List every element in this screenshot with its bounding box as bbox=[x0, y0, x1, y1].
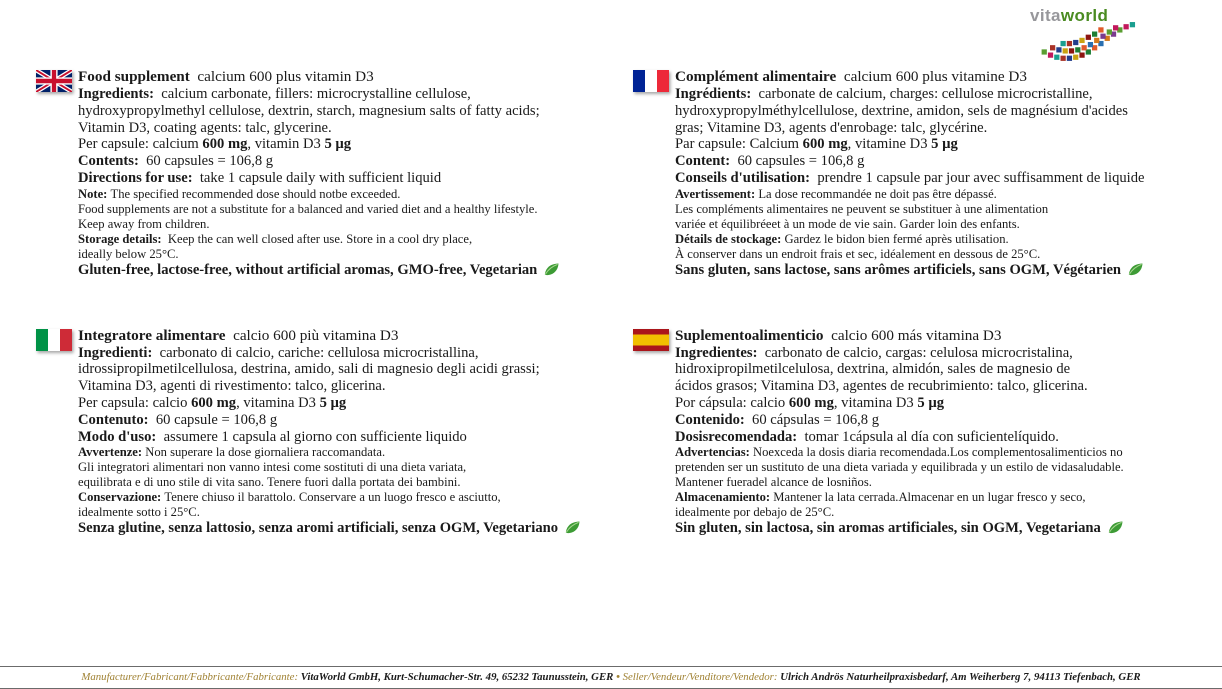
regular-text: Non superare la dose giornaliera raccomandata. bbox=[145, 445, 386, 460]
regular-text: , vitamine D3 bbox=[847, 136, 932, 153]
regular-text: Keep the can well closed after use. Store in a cool dry place, bbox=[167, 231, 473, 246]
bold-text: Conseils d'utilisation: bbox=[675, 169, 818, 186]
label-sections-grid bbox=[36, 68, 1186, 537]
footer-bar bbox=[0, 666, 1222, 689]
regular-text: calcium carbonate, fillers: microcrystalline cellulose, bbox=[161, 86, 471, 102]
storage bbox=[675, 490, 1186, 505]
bold-text: Ingredienti: bbox=[78, 344, 160, 361]
bold-text: Ingredientes: bbox=[675, 344, 765, 361]
note-cont bbox=[78, 460, 589, 475]
storage bbox=[78, 490, 589, 505]
label-section-french bbox=[633, 68, 1186, 279]
bold-text: Avvertenze: bbox=[78, 445, 146, 460]
regular-text: Vitamin D3, coating agents: talc, glycerine. bbox=[78, 119, 332, 136]
ingredients-cont bbox=[675, 120, 1186, 137]
ingredients-cont bbox=[675, 103, 1186, 120]
note-cont bbox=[675, 217, 1186, 232]
section-content bbox=[78, 327, 589, 538]
regular-text: equilibrata e di uno stile di vita sano. Tenere fuori dalla portata dei bambini. bbox=[78, 475, 461, 490]
bold-text: Suplementoalimenticio bbox=[675, 326, 832, 344]
bold-text: Sans gluten, sans lactose, sans arômes artificiels, sans OGM, Végétarien bbox=[675, 261, 1122, 278]
heading bbox=[675, 327, 1186, 345]
section-content bbox=[675, 327, 1186, 538]
regular-text: Keep away from children. bbox=[78, 216, 210, 231]
flag-gb-icon bbox=[36, 70, 72, 92]
regular-text: Food supplements are not a substitute for a balanced and varied diet and a healthy lifestyle. bbox=[78, 201, 538, 216]
note bbox=[78, 187, 589, 202]
bold-text: 5 µg bbox=[319, 394, 347, 411]
bold-text: Avertissement: bbox=[675, 186, 759, 201]
bold-text: 600 mg bbox=[802, 136, 848, 153]
seller-value: Ulrich Andrös Naturheilpraxisbedarf, Am Weiherberg 7, 94113 Tiefenbach, GER bbox=[780, 671, 1141, 683]
vegetarian-leaf-icon bbox=[1108, 521, 1123, 534]
regular-text: Mantener fueradel alcance de losniños. bbox=[675, 475, 872, 490]
regular-text: calcium 600 plus vitamine D3 bbox=[843, 68, 1027, 85]
storage-cont bbox=[78, 247, 589, 262]
flag-es-icon bbox=[633, 329, 669, 351]
bold-text: Ingredients: bbox=[78, 86, 162, 102]
logo-mosaic-graphic bbox=[1040, 21, 1144, 63]
bold-text: Contenuto: bbox=[78, 411, 156, 428]
flag-it-icon bbox=[36, 329, 72, 351]
regular-text: Gli integratori alimentari non vanno intesi come sostituti di una dieta variata, bbox=[78, 460, 467, 475]
regular-text: prendre 1 capsule par jour avec suffisamment de liquide bbox=[817, 169, 1145, 186]
label-section-spanish bbox=[633, 327, 1186, 538]
heading bbox=[78, 68, 589, 86]
note-cont bbox=[78, 475, 589, 490]
regular-text: 60 capsule = 106,8 g bbox=[155, 411, 278, 428]
bold-text: 600 mg bbox=[191, 394, 237, 411]
bold-text: Senza glutine, senza lattosio, senza aromi artificiali, senza OGM, Vegetariano bbox=[78, 520, 559, 537]
regular-text: assumere 1 capsula al giorno con sufficiente liquido bbox=[163, 428, 467, 445]
label-section-italian bbox=[36, 327, 589, 538]
ingredients bbox=[675, 345, 1186, 362]
storage-cont bbox=[675, 505, 1186, 520]
regular-text: hydroxypropylméthylcellulose, dextrine, amidon, sels de magnésium d'acides bbox=[675, 102, 1128, 119]
storage bbox=[78, 232, 589, 247]
regular-text: Per capsula: calcio bbox=[78, 394, 192, 411]
regular-text: calcio 600 più vitamina D3 bbox=[233, 326, 399, 344]
contents bbox=[78, 153, 589, 170]
per-capsule bbox=[675, 136, 1186, 153]
ingredients-cont bbox=[78, 103, 589, 120]
heading bbox=[675, 68, 1186, 86]
directions bbox=[675, 429, 1186, 446]
ingredients bbox=[675, 86, 1186, 103]
note-cont bbox=[78, 217, 589, 232]
regular-text: Les compléments alimentaires ne peuvent se substituer à une alimentation bbox=[675, 201, 1049, 216]
regular-text: idealmente por debajo de 25°C. bbox=[675, 505, 835, 520]
regular-text: carbonato de calcio, cargas: celulosa microcristalina, bbox=[764, 344, 1073, 361]
heading bbox=[78, 327, 589, 345]
bold-text: Directions for use: bbox=[78, 169, 200, 186]
note bbox=[675, 187, 1186, 202]
directions bbox=[78, 170, 589, 187]
note-cont bbox=[675, 475, 1186, 490]
bold-text: Dosisrecomendada: bbox=[675, 428, 805, 445]
regular-text: 60 capsules = 106,8 g bbox=[737, 153, 865, 170]
bold-text: 5 µg bbox=[917, 394, 945, 411]
regular-text: gras; Vitamine D3, agents d'enrobage: talc, glycérine. bbox=[675, 119, 988, 136]
claims bbox=[675, 262, 1186, 279]
regular-text: À conserver dans un endroit frais et sec, idéalement en dessous de 25°C. bbox=[675, 246, 1041, 261]
regular-text: , vitamin D3 bbox=[247, 136, 325, 153]
regular-text: Noexceda la dosis diaria recomendada.Los complementosalimenticios no bbox=[753, 445, 1123, 460]
regular-text: Gardez le bidon bien fermé après utilisation. bbox=[784, 231, 1009, 246]
storage-cont bbox=[675, 247, 1186, 262]
contents bbox=[675, 412, 1186, 429]
bold-text: 5 µg bbox=[324, 136, 352, 153]
bold-text: Modo d'uso: bbox=[78, 428, 164, 445]
bold-text: Note: bbox=[78, 186, 111, 201]
regular-text: The specified recommended dose should notbe exceeded. bbox=[110, 186, 401, 201]
regular-text: Vitamina D3, agenti di rivestimento: talco, glicerina. bbox=[78, 378, 386, 395]
regular-text: carbonate de calcium, charges: cellulose microcristalline, bbox=[758, 86, 1093, 102]
seller-label: Seller/Vendeur/Venditore/Vendedor: bbox=[622, 671, 778, 683]
note-cont bbox=[675, 460, 1186, 475]
note bbox=[675, 445, 1186, 460]
vegetarian-leaf-icon bbox=[544, 263, 559, 276]
regular-text: Mantener la lata cerrada.Almacenar en un lugar fresco y seco, bbox=[773, 490, 1086, 505]
bold-text: Contents: bbox=[78, 153, 147, 170]
ingredients-cont bbox=[78, 120, 589, 137]
manufacturer-value: VitaWorld GmbH, Kurt-Schumacher-Str. 49, 65232 Taunusstein, GER bbox=[300, 671, 614, 683]
per-capsule bbox=[675, 395, 1186, 412]
regular-text: pretenden ser un sustituto de una dieta variada y equilibrada y un estilo de vidasaludable. bbox=[675, 460, 1124, 475]
note-cont bbox=[78, 202, 589, 217]
ingredients-cont bbox=[78, 378, 589, 395]
contents bbox=[675, 153, 1186, 170]
per-capsule bbox=[78, 136, 589, 153]
ingredients bbox=[78, 86, 589, 103]
regular-text: Per capsule: calcium bbox=[78, 136, 203, 153]
regular-text: variée et équilibréeet à un mode de vie sain. Garder loin des enfants. bbox=[675, 216, 1020, 231]
bold-text: 600 mg bbox=[788, 394, 834, 411]
bold-text: Almacenamiento: bbox=[675, 490, 774, 505]
regular-text: tomar 1cápsula al día con suficientelíquido. bbox=[804, 428, 1059, 445]
ingredients-cont bbox=[675, 378, 1186, 395]
manufacturer-label: Manufacturer/Fabricant/Fabbricante/Fabricante: bbox=[81, 671, 299, 683]
regular-text: , vitamina D3 bbox=[236, 394, 320, 411]
regular-text: calcium 600 plus vitamin D3 bbox=[197, 68, 374, 85]
label-section-english bbox=[36, 68, 589, 279]
regular-text: hydroxypropylmethyl cellulose, dextrin, starch, magnesium salts of fatty acids; bbox=[78, 102, 540, 119]
vitaworld-logo bbox=[1030, 6, 1172, 64]
ingredients-cont bbox=[675, 361, 1186, 378]
regular-text: Por cápsula: calcio bbox=[675, 394, 789, 411]
bold-text: Gluten-free, lactose-free, without artificial aromas, GMO-free, Vegetarian bbox=[78, 261, 538, 278]
bold-text: 600 mg bbox=[202, 136, 248, 153]
regular-text: , vitamina D3 bbox=[833, 394, 918, 411]
storage bbox=[675, 232, 1186, 247]
storage-cont bbox=[78, 505, 589, 520]
footer-separator: • bbox=[616, 671, 620, 683]
bold-text: Ingrédients: bbox=[675, 86, 759, 102]
claims bbox=[675, 520, 1186, 537]
claims bbox=[78, 262, 589, 279]
bold-text: 5 µg bbox=[931, 136, 958, 153]
regular-text: ideally below 25°C. bbox=[78, 246, 179, 261]
regular-text: calcio 600 más vitamina D3 bbox=[831, 326, 1002, 344]
bold-text: Détails de stockage: bbox=[675, 231, 785, 246]
regular-text: La dose recommandée ne doit pas être dépassé. bbox=[758, 186, 997, 201]
flag-fr-icon bbox=[633, 70, 669, 92]
regular-text: Par capsule: Calcium bbox=[675, 136, 803, 153]
bold-text: Contenido: bbox=[675, 411, 753, 428]
bold-text: Food supplement bbox=[78, 68, 198, 85]
logo-world-text: world bbox=[1060, 6, 1109, 25]
regular-text: carbonato di calcio, cariche: cellulosa microcristallina, bbox=[159, 344, 479, 361]
regular-text: idealmente sotto i 25°C. bbox=[78, 505, 200, 520]
contents bbox=[78, 412, 589, 429]
section-content bbox=[78, 68, 589, 279]
ingredients-cont bbox=[78, 361, 589, 378]
claims bbox=[78, 520, 589, 537]
bold-text: Storage details: bbox=[78, 231, 168, 246]
note-cont bbox=[675, 202, 1186, 217]
bold-text: Integratore alimentare bbox=[78, 326, 234, 344]
vegetarian-leaf-icon bbox=[565, 521, 580, 534]
regular-text: ácidos grasos; Vitamina D3, agentes de recubrimiento: talco, glicerina. bbox=[675, 378, 1088, 395]
directions bbox=[78, 429, 589, 446]
bold-text: Complément alimentaire bbox=[675, 68, 844, 85]
per-capsule bbox=[78, 395, 589, 412]
ingredients bbox=[78, 345, 589, 362]
logo-vita-text: vita bbox=[1030, 6, 1061, 25]
bold-text: Content: bbox=[675, 153, 738, 170]
section-content bbox=[675, 68, 1186, 279]
directions bbox=[675, 170, 1186, 187]
regular-text: 60 cápsulas = 106,8 g bbox=[752, 411, 880, 428]
regular-text: hidroxipropilmetilcelulosa, dextrina, almidón, sales de magnesio de bbox=[675, 361, 1071, 378]
vegetarian-leaf-icon bbox=[1128, 263, 1143, 276]
bold-text: Conservazione: bbox=[78, 490, 165, 505]
note bbox=[78, 445, 589, 460]
bold-text: Sin gluten, sin lactosa, sin aromas artificiales, sin OGM, Vegetariana bbox=[675, 520, 1101, 537]
regular-text: idrossipropilmetilcellulosa, destrina, amido, sali di magnesio degli acidi grassi; bbox=[78, 361, 540, 378]
regular-text: take 1 capsule daily with sufficient liquid bbox=[199, 169, 442, 186]
regular-text: Tenere chiuso il barattolo. Conservare a un luogo fresco e asciutto, bbox=[164, 490, 501, 505]
bold-text: Advertencias: bbox=[675, 445, 753, 460]
regular-text: 60 capsules = 106,8 g bbox=[146, 153, 274, 170]
